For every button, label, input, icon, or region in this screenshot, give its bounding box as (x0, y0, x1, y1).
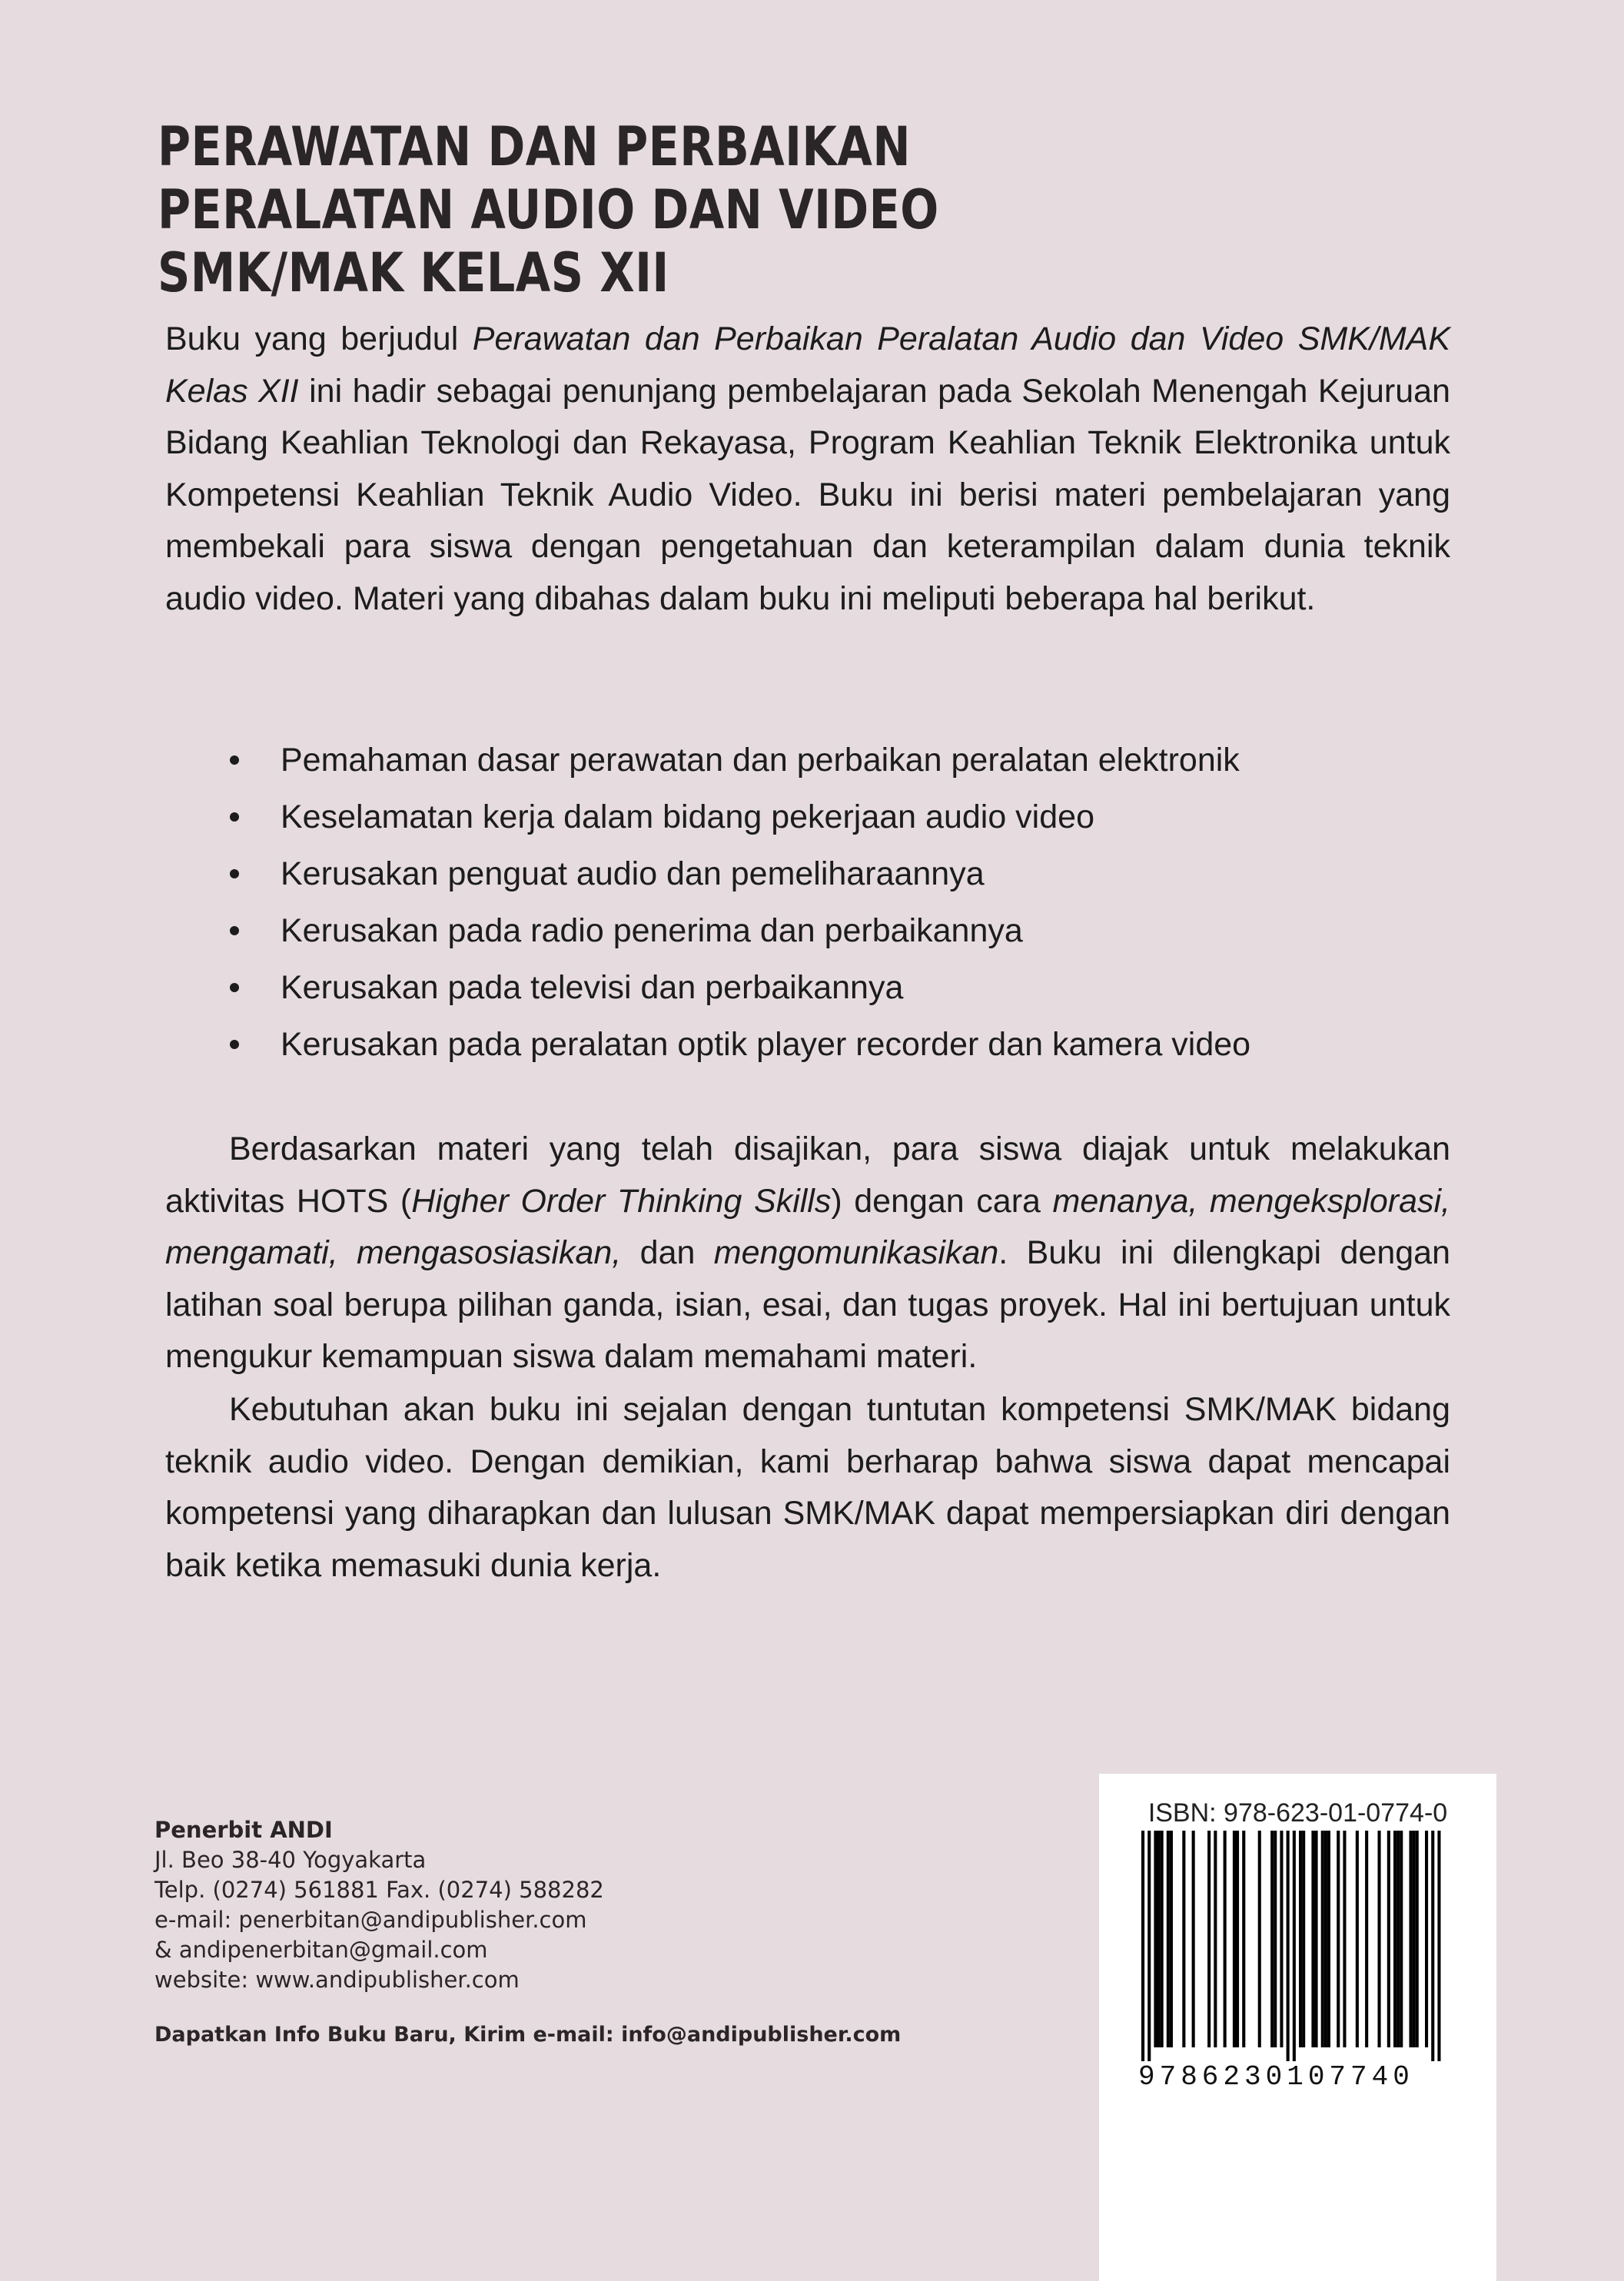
publisher-email-2: & andipenerbitan@gmail.com (154, 1937, 488, 1963)
list-item: Kerusakan penguat audio dan pemeliharaannya (227, 848, 1380, 905)
barcode-digits: 9786230107740 (1138, 2061, 1414, 2093)
closing-text: Kebutuhan akan buku ini sejalan dengan tuntutan kompetensi SMK/MAK bidang teknik audio video. Dengan demikian, kami berharap bahwa siswa dapat mencapai kompetensi yang diharapkan dan lulusan SMK/MAK dapat mempersiapkan diri dengan baik ketika memasuki dunia kerja. (165, 1391, 1450, 1584)
barcode-bar (1170, 1831, 1173, 2047)
barcode-bar (1387, 1831, 1390, 2047)
barcode-bar (1280, 1831, 1283, 2047)
barcode-guard-bar (1147, 1831, 1151, 2061)
barcode-bar (1356, 1831, 1359, 2047)
barcode-bar (1167, 1831, 1170, 2047)
barcode-bar (1321, 1831, 1324, 2047)
barcode-bar (1157, 1831, 1161, 2047)
publisher-info (154, 1815, 923, 2047)
barcode-bar (1324, 1831, 1327, 2047)
barcode-bar (1302, 1831, 1305, 2047)
barcode-guard-bar (1437, 1831, 1440, 2061)
barcode-bar (1315, 1831, 1318, 2047)
isbn-label: ISBN: 978-623-01-0774-0 (1147, 1798, 1448, 1828)
barcode-bar (1337, 1831, 1340, 2047)
publisher-email-1: e-mail: penerbitan@andipublisher.com (154, 1907, 587, 1933)
hots-text-1: Berdasarkan materi yang telah disajikan, para siswa diajak untuk melakukan aktivitas HOTS ( (165, 1131, 1450, 1220)
title-line-2: PERALATAN AUDIO DAN VIDEO (158, 178, 939, 241)
list-item: Kerusakan pada radio penerima dan perbaikannya (227, 905, 1380, 961)
topic-list (227, 734, 1380, 1075)
publisher-promo: Dapatkan Info Buku Baru, Kirim e-mail: info@andipublisher.com (154, 2023, 902, 2047)
list-item: Kerusakan pada peralatan optik player recorder dan kamera video (227, 1018, 1380, 1075)
barcode-bar (1214, 1831, 1217, 2047)
barcode-bar (1192, 1831, 1195, 2047)
barcode-bar (1242, 1831, 1245, 2047)
barcode-bar (1154, 1831, 1157, 2047)
title-line-3: SMK/MAK KELAS XII (158, 241, 669, 304)
barcode-bar (1327, 1831, 1330, 2047)
publisher-website: website: www.andipublisher.com (154, 1967, 520, 1993)
barcode-bar (1274, 1831, 1277, 2047)
barcode-bar (1393, 1831, 1397, 2047)
barcode-bar (1233, 1831, 1236, 2047)
list-item: Kerusakan pada televisi dan perbaikannya (227, 961, 1380, 1018)
barcode-bar (1425, 1831, 1428, 2047)
barcode-bar (1270, 1831, 1274, 2047)
intro-suffix: ini hadir sebagai penunjang pembelajaran pada Sekolah Menengah Kejuruan Bidang Keahlian Teknologi dan Rekayasa, Program Keahlian Teknik Elektronika untuk Kompetensi Keahlian Teknik Audio Video. Buku ini berisi materi pembelajaran yang membekali para siswa dengan pengetahuan dan keterampilan dalam dunia teknik audio video. Materi yang dibahas dalam buku ini meliputi beberapa hal berikut. (165, 372, 1450, 617)
barcode-bar (1413, 1831, 1416, 2047)
isbn-box (1099, 1774, 1496, 2281)
publisher-address: Jl. Beo 38-40 Yogyakarta (154, 1847, 427, 1873)
barcode-bar (1311, 1831, 1314, 2047)
hots-paragraph (165, 1124, 1450, 1383)
barcode-bar (1182, 1831, 1185, 2047)
hots-text-3: dan (621, 1234, 714, 1271)
publisher-name: Penerbit ANDI (154, 1817, 333, 1843)
barcode-bar (1410, 1831, 1413, 2047)
hots-text-2: ) dengan cara (831, 1182, 1053, 1220)
book-title (158, 115, 1126, 304)
barcode-bar (1397, 1831, 1400, 2047)
title-line-1: PERAWATAN DAN PERBAIKAN (158, 115, 911, 178)
hots-italic-2: menanya, mengeksplorasi, mengamati, mengasosiasikan, (165, 1182, 1450, 1271)
barcode-bar (1224, 1831, 1227, 2047)
list-item: Keselamatan kerja dalam bidang pekerjaan audio video (227, 791, 1380, 848)
list-item: Pemahaman dasar perawatan dan perbaikan peralatan elektronik (227, 734, 1380, 791)
isbn-barcode (1141, 1831, 1456, 2061)
intro-paragraph (165, 314, 1450, 625)
barcode-bar (1207, 1831, 1211, 2047)
barcode-bar (1258, 1831, 1261, 2047)
barcode-bar (1343, 1831, 1346, 2047)
closing-paragraph (165, 1384, 1450, 1592)
barcode-bar (1378, 1831, 1381, 2047)
barcode-bar (1299, 1831, 1302, 2047)
hots-italic-1: Higher Order Thinking Skills (411, 1182, 832, 1220)
barcode-guard-bar (1431, 1831, 1434, 2061)
intro-prefix: Buku yang berjudul (165, 320, 473, 357)
barcode-bar (1365, 1831, 1368, 2047)
hots-text-4: . Buku ini dilengkapi dengan latihan soal berupa pilihan ganda, isian, esai, dan tugas proyek. Hal ini bertujuan untuk mengukur kemampuan siswa dalam memahami materi. (165, 1234, 1450, 1375)
hots-italic-3: mengomunikasikan (713, 1234, 999, 1271)
publisher-phone: Telp. (0274) 561881 Fax. (0274) 588282 (154, 1877, 604, 1903)
barcode-guard-bar (1287, 1831, 1290, 2061)
barcode-bar (1161, 1831, 1164, 2047)
barcode-bar (1400, 1831, 1403, 2047)
barcode-bar (1416, 1831, 1419, 2047)
barcode-guard-bar (1293, 1831, 1296, 2061)
barcode-bar (1236, 1831, 1239, 2047)
intro-book-title: Perawatan dan Perbaikan Peralatan Audio dan Video SMK/MAK Kelas XII (165, 320, 1450, 410)
barcode-guard-bar (1141, 1831, 1144, 2061)
